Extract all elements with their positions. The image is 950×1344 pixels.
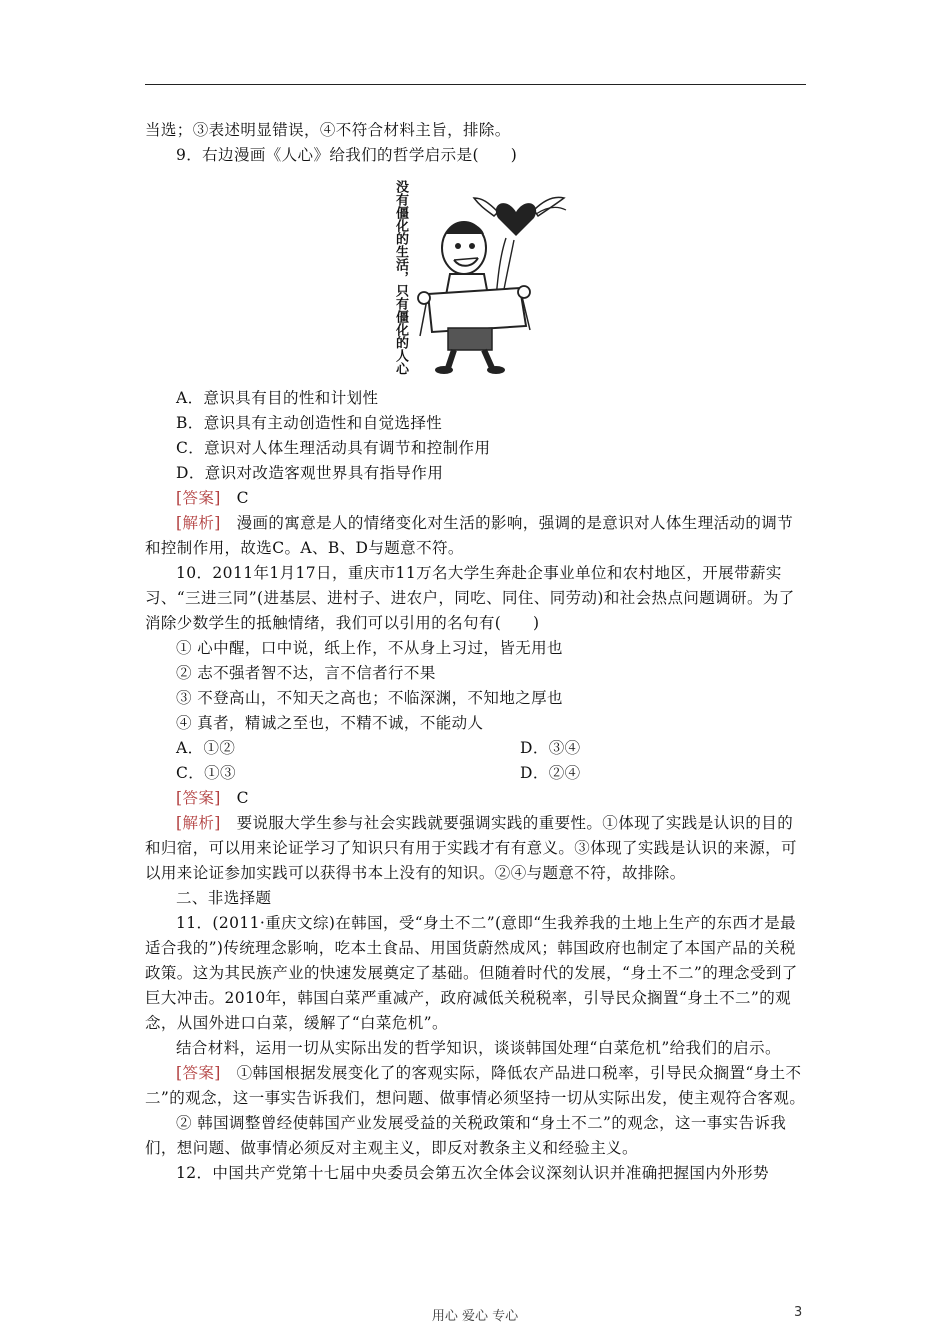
- analysis-label: [解析]: [176, 814, 221, 832]
- cartoon-caption: 没有僵化的生活，只有僵化的人心: [393, 180, 408, 375]
- header-rule: [145, 84, 806, 85]
- question-9: 9．右边漫画《人心》给我们的哲学启示是( ): [176, 146, 518, 164]
- options-row-2: [145, 761, 806, 786]
- statement-3: ③ 不登高山，不知天之高也；不临深渊，不知地之厚也: [176, 689, 563, 707]
- text-line: 当选；③表述明显错误，④不符合材料主旨，排除。: [145, 121, 511, 139]
- answer-label: [答案]: [176, 489, 221, 507]
- options-row-1: [145, 736, 806, 761]
- answer-text: ①韩国根据发展变化了的客观实际，降低农产品进口税率，引导民众搁置“身土不二”的观念，这一事实告诉我们，想问题、做事情必须坚持一切从实际出发，使主观符合客观。: [145, 1064, 806, 1107]
- footer-slogan: 用心 爱心 专心: [431, 1309, 519, 1324]
- answer-value: C: [220, 789, 249, 807]
- option-b: B．意识具有主动创造性和自觉选择性: [176, 414, 443, 432]
- section-heading: 二、非选择题: [176, 889, 272, 907]
- answer-label: [答案]: [176, 1064, 221, 1082]
- analysis-9: [145, 511, 806, 561]
- answer-value: C: [220, 489, 249, 507]
- answer-11-part-2: ② 韩国调整曾经使韩国产业发展受益的关税政策和“身土不二”的观念，这一事实告诉我们，想问题、做事情必须反对主观主义，即反对教条主义和经验主义。: [145, 1114, 787, 1157]
- question-11-task: 结合材料，运用一切从实际出发的哲学知识，谈谈韩国处理“白菜危机”给我们的启示。: [176, 1039, 781, 1057]
- analysis-10: [145, 811, 806, 886]
- question-10: 10．2011年1月17日，重庆市11万名大学生奔赴企事业单位和农村地区，开展带薪实习、“三进三同”(进基层、进村子、进农户，同吃、同住、同劳动)和社会热点问题调研。为了消除少数学生的抵触情绪，我们可以引用的名句有( ): [145, 564, 795, 632]
- option-a: A．①②: [176, 739, 236, 757]
- analysis-text: 要说服大学生参与社会实践就要强调实践的重要性。①体现了实践是认识的目的和归宿，可以用来论证学习了知识只有用于实践才有有意义。③体现了实践是认识的来源，可以用来论证参加实践可以获得书本上没有的知识。②④与题意不符，故排除。: [145, 814, 797, 882]
- option-d: D．③④: [520, 739, 581, 757]
- answer-label: [答案]: [176, 789, 221, 807]
- question-12: 12．中国共产党第十七届中央委员会第五次全体会议深刻认识并准确把握国内外形势: [176, 1164, 769, 1182]
- option-d: D．②④: [520, 764, 581, 782]
- statement-1: ① 心中醒，口中说，纸上作，不从身上习过，皆无用也: [176, 639, 563, 657]
- cartoon-illustration: [388, 176, 568, 376]
- document-body: [145, 118, 806, 1186]
- option-a: A．意识具有目的性和计划性: [176, 389, 379, 407]
- answer-11-part-1: [145, 1061, 806, 1111]
- question-11: 11．(2011·重庆文综)在韩国，受“身土不二”(意即“生我养我的土地上生产的东西才是最适合我的”)传统理念影响，吃本土食品、用国货蔚然成风；韩国政府也制定了本国产品的关税政策。这为其民族产业的快速发展奠定了基础。但随着时代的发展，“身土不二”的理念受到了巨大冲击。2010年，韩国白菜严重减产，政府减低关税税率，引导民众搁置“身土不二”的观念，从国外进口白菜，缓解了“白菜危机”。: [145, 914, 798, 1032]
- answer-9: [145, 486, 806, 511]
- statement-4: ④ 真者，精诚之至也，不精不诚，不能动人: [176, 714, 484, 732]
- analysis-text: 漫画的寓意是人的情绪变化对生活的影响，强调的是意识对人体生理活动的调节和控制作用，故选C。A、B、D与题意不符。: [145, 514, 794, 557]
- analysis-label: [解析]: [176, 514, 221, 532]
- option-d: D．意识对改造客观世界具有指导作用: [176, 464, 444, 482]
- option-c: C．意识对人体生理活动具有调节和控制作用: [176, 439, 491, 457]
- answer-10: [145, 786, 806, 811]
- cartoon-figure: [388, 176, 568, 376]
- statement-2: ② 志不强者智不达，言不信者行不果: [176, 664, 436, 682]
- option-c: C．①③: [176, 764, 236, 782]
- page-number: 3: [794, 1305, 803, 1320]
